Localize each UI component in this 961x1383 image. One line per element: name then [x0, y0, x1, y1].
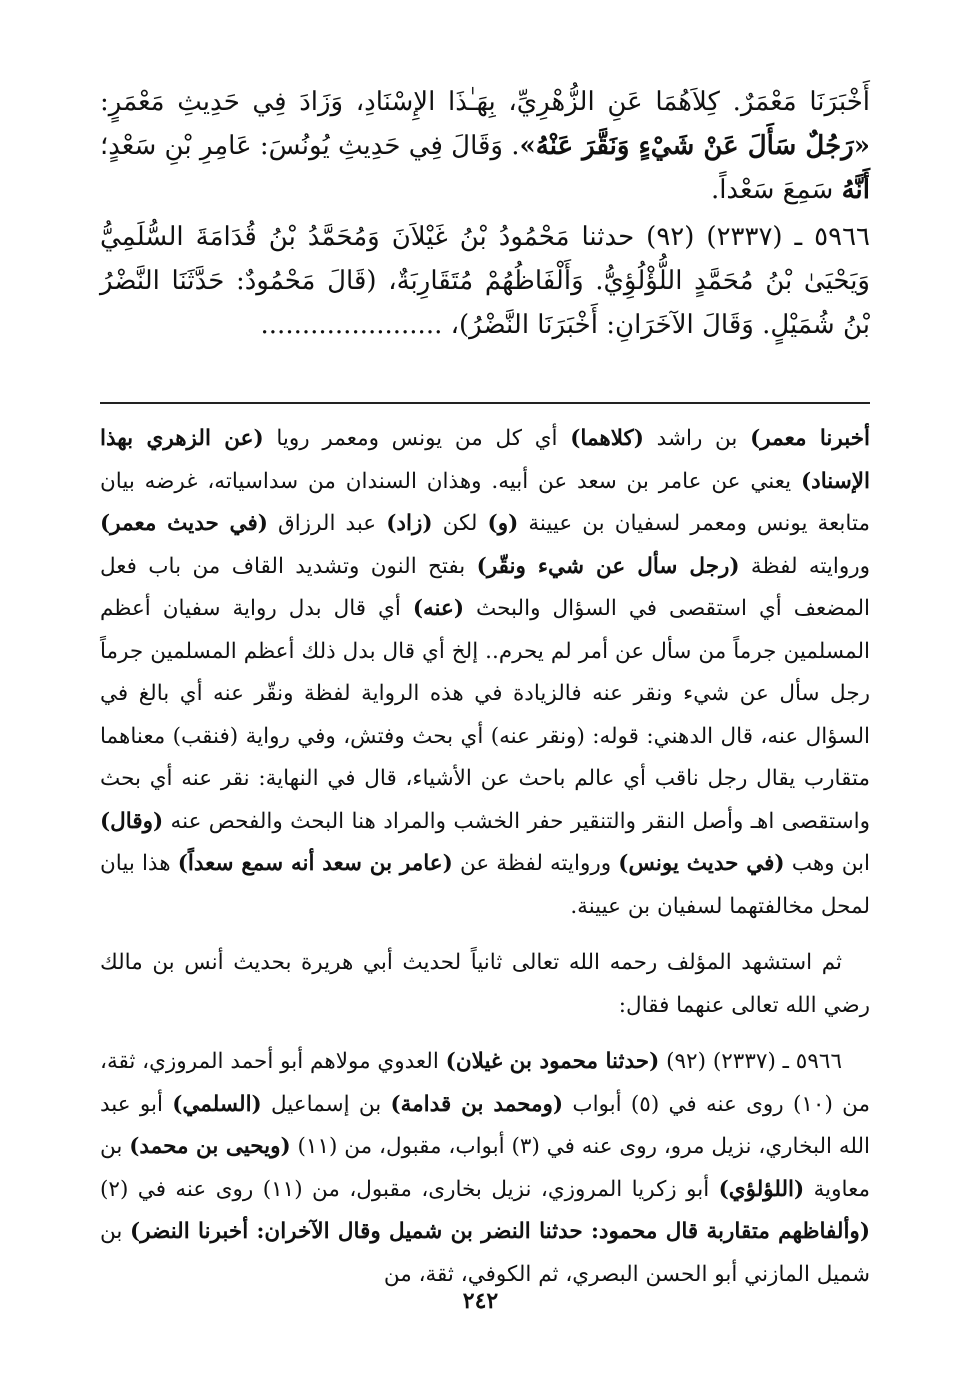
commentary-text: [100, 418, 870, 1296]
commentary-run: بن معاوية: [100, 1134, 870, 1202]
commentary-run: أبو عبد الله البخاري، نزيل مرو، روى عنه في (٣) أبواب، مقبول، من (١١): [100, 1091, 870, 1159]
hadith-bold-word: أَنَّهُ: [841, 175, 870, 205]
commentary-bold: (السلمي): [172, 1091, 262, 1117]
hadith-paragraph-2: ٥٩٦٦ ـ (٢٣٣٧) (٩٢) حدثنا مَحْمُودُ بْنُ غَيْلاَنَ وَمُحَمَّدُ بْنُ قُدَامَةَ السُّلَمِيُّ وَيَحْيَىٰ بْنُ مُحَمَّدٍ اللُّؤْلُؤِيُّ. وَأَلْفَاظُهُمْ مُتَقَارِبَةٌ، (قَالَ مَحْمُودٌ: حَدَّثَنَا النَّضْرُ بْنُ شُمَيْلٍ. وَقَالَ الآخَرَانِ: أَخْبَرَنَا النَّضْرُ)، ......................: [100, 222, 871, 340]
hadith-paragraph-1: [100, 80, 870, 212]
commentary-run: عبد الرزاق: [267, 511, 387, 536]
commentary-bold: (عامر بن سعد أنه سمع سعداً): [177, 851, 453, 876]
commentary-run: بفتح النون وتشديد القاف من باب فعل المضعف أي استقصى في السؤال والبحث: [100, 553, 870, 621]
commentary-bold: (كلاهما): [570, 426, 644, 451]
footnote-divider: [100, 402, 870, 404]
commentary-run: وروايته لفظة: [739, 553, 870, 579]
commentary-bold: (ومحمد بن قدامة): [390, 1091, 564, 1117]
commentary-paragraph-1: [100, 418, 870, 928]
commentary-bold: أخبرنا معمر): [750, 426, 870, 451]
commentary-bold: (وألفاظهم متقاربة قال محمود: حدثنا النضر بن شميل وقال الآخران: أخبرنا النضر): [130, 1219, 870, 1244]
commentary-run: ٥٩٦٦ ـ (٢٣٣٧) (٩٢): [659, 1049, 842, 1074]
commentary-run: بن شميل المازني أبو الحسن البصري، ثم الكوفي، ثقة، من: [100, 1219, 870, 1287]
commentary-paragraph-3: [100, 1041, 870, 1296]
commentary-bold: (اللؤلؤي): [718, 1176, 805, 1202]
hadith-text-run: . وَقَالَ فِي حَدِيثِ يُونُسَ: عَامِرِ بْنِ سَعْدٍ؛: [100, 131, 520, 161]
commentary-run: يعني عن عامر بن سعد عن أبيه. وهذان السندان من سداسياته، غرضه بيان متابعة يونس ومعمر لسفيان بن عيينة: [100, 468, 870, 536]
commentary-bold: (في حديث معمر): [100, 511, 268, 536]
commentary-run: لكن: [432, 511, 488, 536]
commentary-bold: (وقال): [100, 808, 164, 834]
commentary-bold: (زاد): [386, 511, 433, 536]
commentary-run: ابن وهب: [784, 851, 871, 876]
commentary-bold: (ويحيى بن محمد): [129, 1134, 291, 1159]
commentary-bold: (في حديث يونس): [618, 851, 785, 876]
hadith-text-run: سَمِعَ سَعْداً.: [710, 175, 842, 205]
page-number: ٢٤٢: [462, 1288, 499, 1314]
commentary-bold: (عن الزهري بهذا الإسناد): [100, 426, 870, 494]
commentary-run: أبو زكريا المروزي، نزيل بخارى، مقبول، من (١١) روى عنه في (٢): [100, 1176, 719, 1202]
commentary-run: هذا بيان لمحل مخالفتهما لسفيان بن عيينة.: [100, 851, 870, 919]
commentary-bold: (حدثنا محمود بن غيلان): [445, 1049, 660, 1074]
commentary-run: وروايته لفظة عن: [452, 851, 619, 876]
hadith-bold-addition: «رَجُلٌ سَأَلَ عَنْ شَيْءٍ وَنَقَّرَ عَنْهُ»: [519, 131, 870, 161]
commentary-run: بن راشد: [643, 426, 751, 451]
commentary-bold: (عنه): [412, 596, 465, 621]
commentary-run: أي كل من يونس ومعمر رويا: [263, 426, 571, 451]
commentary-run: بن إسماعيل: [261, 1091, 391, 1117]
commentary-paragraph-2: ثم استشهد المؤلف رحمه الله تعالى ثانياً لحديث أبي هريرة بحديث أنس بن مالك رضي الله تعالى عنهما فقال:: [100, 950, 870, 1018]
commentary-bold: (رجل سأل عن شيء ونقّر): [476, 553, 740, 579]
commentary-run: العدوي مولاهم أبو أحمد المروزي، ثقة، من (١٠) روى عنه في (٥) أبواب: [100, 1049, 870, 1117]
commentary-run: أي قال بدل رواية سفيان أعظم المسلمين جرماً من سأل عن أمر لم يحرم.. إلخ أي قال بدل ذلك أعظم المسلمين جرماً رجل سأل عن شيء ونقر عنه فالزيادة في هذه الرواية لفظة ونقّر عنه أي بالغ في السؤال عنه، قال الدهني: قوله: (ونقر عنه) أي بحث وفتش، وفي رواية (فنقب) معناهما متقارب يقال رجل ناقب أي عالم باحث عن الأشياء، قال في النهاية: نقر عنه أي بحث واستقصى اهـ وأصل النقر والتنقير حفر الخشب والمراد هنا البحث والفحص عنه: [100, 596, 870, 834]
hadith-text: [100, 80, 870, 350]
hadith-text-run: أَخْبَرَنَا مَعْمَرٌ. كِلاَهُمَا عَنِ الزُّهْرِيِّ، بِهَـٰذَا الإِسْنَادِ، وَزَادَ فِي حَدِيثِ مَعْمَرٍ:: [100, 87, 870, 117]
commentary-bold: (و): [487, 511, 519, 536]
